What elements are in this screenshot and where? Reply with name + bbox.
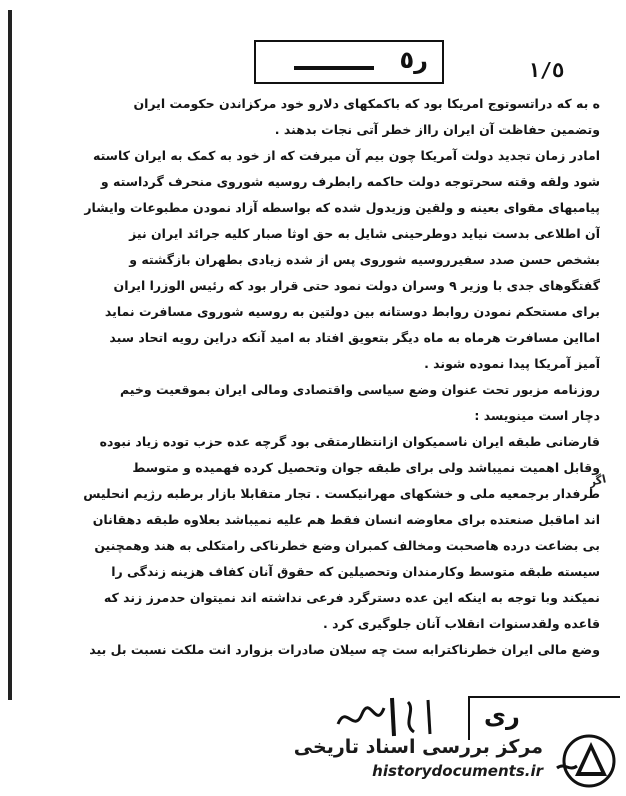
- body-text-line: گفتگوهای جدی با وزیر ۹ وسران دولت نمود حتی قرار بود که رئیس الوزرا ایران: [113, 278, 600, 293]
- header-box-mark: ر٥: [399, 46, 428, 74]
- body-text-line: بی بضاعت درده هاصحبت ومخالف کمبران وضع خطرناکی رامتکلی به هند وهمچنین: [94, 538, 600, 553]
- body-text-line: قاعده ولقدسنوات انقلاب آنان جلوگیری کرد .: [322, 616, 600, 631]
- body-text-line: وقابل اهمیت نمیباشد ولی برای طبقه جوان وتحصیل کرده فهمیده و متوسط: [132, 460, 600, 475]
- page-number: ١/٥: [528, 58, 565, 82]
- left-margin-edge: [8, 10, 12, 700]
- watermark-url: historydocuments.ir: [372, 762, 543, 780]
- body-text-line: وضع مالی ایران خطرناکترابه ست چه سیلان صادرات بزوارد انت ملکت نسبت بل بید: [89, 642, 600, 657]
- body-text-line: قارضانی طبقه ایران ناسمیکوان ازانتظارمتقی بود گرچه عده حزب توده زیاد نبوده: [99, 434, 600, 449]
- body-text-line: روزنامه مزبور تحت عنوان وضع سیاسی واقتصادی ومالی ایران بموقعیت وخیم: [119, 382, 600, 397]
- body-text-line: سیسته طبقه متوسط وکارمندان وتحصیلین که حقوق آنان کفاف هزینه زندگی را: [111, 564, 600, 579]
- header-stamp-box: [254, 40, 444, 84]
- margin-note: اگر: [588, 472, 608, 489]
- body-text-line: شود ولقه وقته سحرتوجه دولت حاکمه رابطرف روسیه شوروی منحرف گرداسته و: [100, 174, 600, 189]
- archive-watermark: [293, 732, 625, 792]
- body-text-line: آن اطلاعی بدست نیاید دوطرحینی شایل به حق اوثا صبار کلیه جرائد ایران نیز: [129, 226, 600, 241]
- body-text-line: دچار است مینویسد :: [474, 408, 600, 423]
- body-text-line: اند اماقبل صنعتده برای معاوضه انسان فقط هم علیه نمیباشد بعلاوه طبقه دهقانان: [92, 512, 600, 527]
- body-text-line: امااین مسافرت هرماه به ماه دیگر بتعویق افتاد به امید آنکه دراین رویه اتحاد سبد: [109, 330, 600, 345]
- body-text-line: آمیز آمریکا پیدا نموده شوند .: [424, 356, 600, 371]
- footer-stamp-mark: ری: [484, 702, 520, 730]
- body-text-line: امادر زمان تجدید دولت آمریکا چون بیم آن میرفت که از خود به کمک به ایران کاسته: [93, 148, 600, 163]
- body-text-line: ه به که دراتسوتوج امریکا بود که باکمکهای دلارو خود مرکزاندن حکومت ایران: [133, 96, 600, 111]
- body-text-line: پیامبهای مقوای بعینه و ولقین وزیدول شده که بواسطه آزاد نمودن مطبوعات وایشار: [84, 200, 600, 215]
- watermark-title: مرکز بررسی اسناد تاریخی: [293, 736, 543, 758]
- header-box-dash: [294, 66, 374, 70]
- body-text-line: نمیکند وبا توجه به اینکه این عده دسترگرد فرعی نداشته اند نمیتوان حدمرز زند که: [103, 590, 600, 605]
- body-text-line: وتضمین حفاظت آن ایران رااز خطر آتی نجات بدهند .: [274, 122, 600, 137]
- body-text-line: بشخص حسن صدد سفیرروسیه شوروی پس از شده زیادی بطهران بازگشته و: [129, 252, 600, 267]
- archive-logo-icon: [551, 732, 621, 790]
- document-body: [30, 96, 600, 668]
- body-text-line: طرفدار برجمعیه ملی و خشکهای مهرانیکست . تجار متقابلا بازار برطبه رژیم انحلیس: [83, 486, 600, 501]
- body-text-line: برای مستحکم نمودن روابط دوستانه بین دولتین به روسیه شوروی مسافرت نماید: [104, 304, 600, 319]
